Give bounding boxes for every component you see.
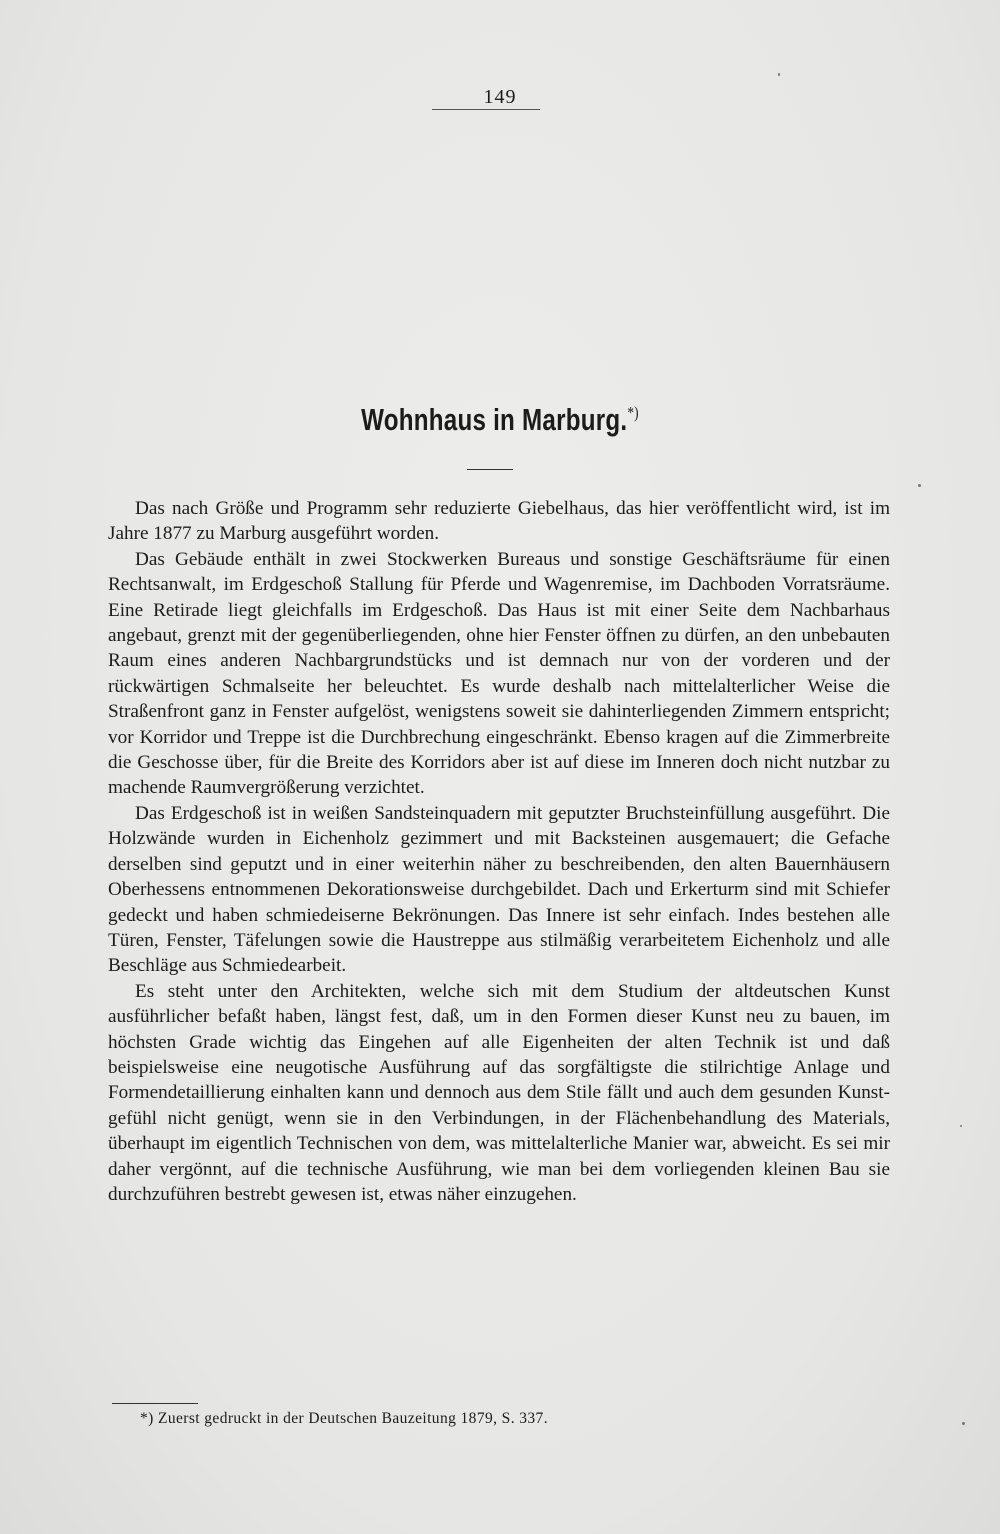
article-title (110, 402, 890, 438)
body-text (108, 496, 890, 1207)
paragraph: Das nach Größe und Programm sehr reduzierte Giebelhaus, das hier veröffentlicht wird, ist im Jahre 1877 zu Marburg ausgeführt worden. (108, 498, 890, 545)
footnote-rule (112, 1403, 198, 1404)
paper-speck (918, 484, 921, 487)
paragraph: Es steht unter den Architekten, welche sich mit dem Studium der altdeutschen Kunst ausführlicher befaßt haben, längst fest, daß, um in den Formen dieser Kunst neu zu bauen, im höchsten Grade wichtig das Eingehen auf alle Eigenheiten der alten Technik ist und daß beispielsweise eine neugotische Ausführung auf das sorgfältigste die stilrichtige Anlage und Formendetaillierung einhalten kann und dennoch aus dem Stile fällt und auch dem gesunden Kunstgefühl nicht genügt, wenn sie in den Verbindungen, in der Flächenbehandlung des Materials, überhaupt im eigentlich Technischen von dem, was mittelalterliche Manier war, abweicht. Es sei mir daher vergönnt, auf die technische Ausführung, wie man bei dem vorliegenden kleinen Bau sie durchzuführen bestrebt gewesen ist, etwas näher einzugehen. (108, 980, 890, 1205)
page-number: 149 (483, 86, 517, 108)
paper-speck (962, 1422, 965, 1425)
title-rule (467, 469, 513, 470)
footnote: *) Zuerst gedruckt in der Deutschen Bauzeitung 1879, S. 337. (140, 1410, 548, 1427)
paragraph: Das Gebäude enthält in zwei Stockwerken Bureaus und sonstige Geschäftsräume für einen Rechtsanwalt, im Erdgeschoß Stallung für Pferde und Wagenremise, im Dachboden Vorratsräume. Eine Retirade liegt gleichfalls im Erdgeschoß. Das Haus ist mit einer Seite dem Nachbarhaus angebaut, grenzt mit der gegenüberliegenden, ohne hier Fenster öffnen zu dürfen, an den unbebauten Raum eines anderen Nachbargrundstücks und ist demnach nur von der vorderen und der rückwärtigen Schmalseite her beleuchtet. Es wurde deshalb nach mittelalterlicher Weise die Straßenfront ganz in Fenster aufgelöst, wenigstens soweit sie dahinterliegenden Zimmern entspricht; vor Korridor und Treppe ist die Durchbrechung eingeschränkt. Ebenso kragen auf die Zimmerbreite die Geschosse über, für die Breite des Korridors aber ist auf diese im Inneren doch nicht nutzbar zu machende Raumvergrößerung verzichtet. (108, 548, 890, 799)
header-rule (432, 109, 540, 110)
paper-speck (778, 73, 780, 76)
title-footnote-mark: *) (627, 403, 639, 422)
article-title-text: Wohnhaus in Marburg. (361, 402, 628, 437)
paper-speck (960, 1125, 962, 1127)
paragraph: Das Erdgeschoß ist in weißen Sandsteinquadern mit geputzter Bruchsteinfüllung ausgeführt. Die Holzwände wurden in Eichenholz gezimmert und mit Backsteinen ausgemauert; die Gefache derselben sind geputzt und in einer weiterhin näher zu beschreibenden, den alten Bauernhäusern Oberhessens entnommenen Dekorationsweise durchgebildet. Dach und Erkerturm sind mit Schiefer gedeckt und haben schmiedeiserne Bekrönungen. Das Innere ist sehr einfach. Indes bestehen alle Türen, Fenster, Täfelungen sowie die Haustreppe aus stilmäßig verarbeitetem Eichenholz und alle Beschläge aus Schmiedearbeit. (108, 802, 890, 977)
